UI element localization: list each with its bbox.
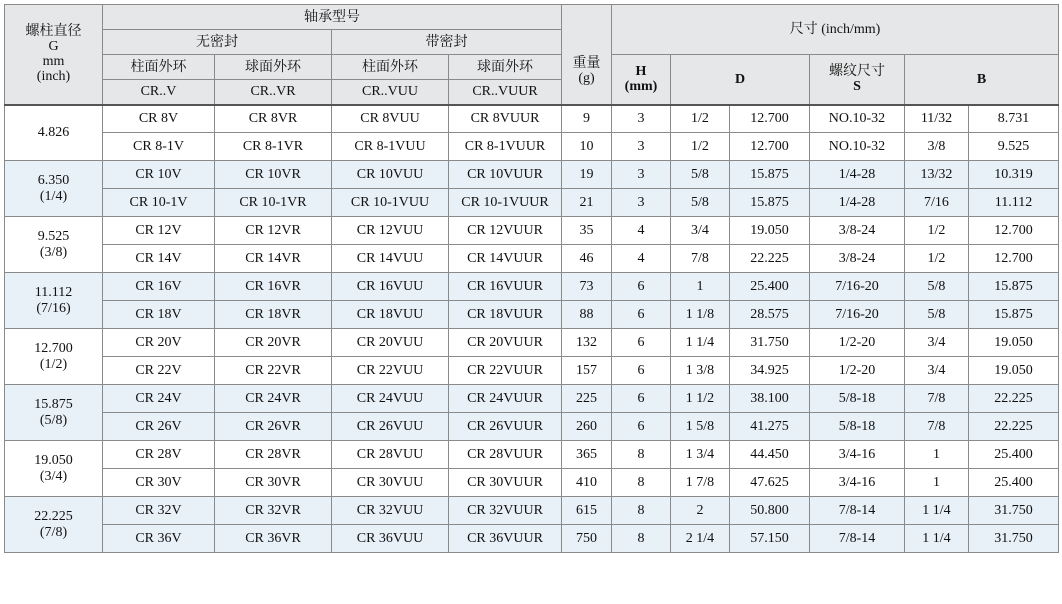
diameter-cell xyxy=(5,105,103,161)
diameter-mm: 12.700 xyxy=(34,340,73,356)
d-inch-cell: 5/8 xyxy=(671,189,730,217)
diameter-cell xyxy=(5,497,103,553)
model-sph-sealed: CR 12VUUR xyxy=(449,217,562,245)
d-inch-cell: 2 xyxy=(671,497,730,525)
thread-cell: 3/8-24 xyxy=(810,245,905,273)
diameter-cell xyxy=(5,217,103,273)
b-mm-cell: 31.750 xyxy=(969,525,1059,553)
thread-cell: NO.10-32 xyxy=(810,133,905,161)
table-row xyxy=(5,301,1059,329)
diameter-inch: (3/8) xyxy=(39,244,68,260)
table-row xyxy=(5,329,1059,357)
thread-cell: 1/2-20 xyxy=(810,329,905,357)
model-sph-unsealed: CR 32VR xyxy=(215,497,332,525)
weight-cell: 225 xyxy=(562,385,612,413)
h-cell: 8 xyxy=(612,497,671,525)
model-sph-sealed: CR 36VUUR xyxy=(449,525,562,553)
model-cyl-unsealed: CR 20V xyxy=(103,329,215,357)
header-code-vuu: CR..VUU xyxy=(332,80,449,105)
diameter-inch: (7/16) xyxy=(36,300,71,316)
weight-cell: 9 xyxy=(562,105,612,133)
b-mm-cell: 15.875 xyxy=(969,301,1059,329)
diameter-mm: 15.875 xyxy=(34,396,73,412)
model-cyl-sealed: CR 14VUU xyxy=(332,245,449,273)
header-diameter-unit-inch: (inch) xyxy=(36,69,71,85)
d-mm-cell: 47.625 xyxy=(730,469,810,497)
b-inch-cell: 5/8 xyxy=(905,273,969,301)
b-mm-cell: 19.050 xyxy=(969,329,1059,357)
model-sph-sealed: CR 16VUUR xyxy=(449,273,562,301)
d-mm-cell: 12.700 xyxy=(730,105,810,133)
model-sph-sealed: CR 8VUUR xyxy=(449,105,562,133)
h-cell: 6 xyxy=(612,329,671,357)
header-d: D xyxy=(671,55,810,105)
header-diameter xyxy=(5,5,103,105)
model-sph-sealed: CR 30VUUR xyxy=(449,469,562,497)
header-code-vr: CR..VR xyxy=(215,80,332,105)
header-diameter-symbol: G xyxy=(48,39,59,55)
diameter-cell xyxy=(5,161,103,217)
model-cyl-sealed: CR 30VUU xyxy=(332,469,449,497)
model-sph-sealed: CR 20VUUR xyxy=(449,329,562,357)
d-inch-cell: 1 1/2 xyxy=(671,385,730,413)
model-sph-sealed: CR 14VUUR xyxy=(449,245,562,273)
b-mm-cell: 9.525 xyxy=(969,133,1059,161)
model-sph-unsealed: CR 8-1VR xyxy=(215,133,332,161)
thread-cell: 7/16-20 xyxy=(810,273,905,301)
model-sph-unsealed: CR 22VR xyxy=(215,357,332,385)
weight-cell: 157 xyxy=(562,357,612,385)
table-row xyxy=(5,217,1059,245)
model-sph-unsealed: CR 28VR xyxy=(215,441,332,469)
d-inch-cell: 1/2 xyxy=(671,105,730,133)
model-sph-sealed: CR 8-1VUUR xyxy=(449,133,562,161)
header-h xyxy=(612,55,671,105)
header-sealed: 带密封 xyxy=(332,30,562,55)
model-sph-unsealed: CR 12VR xyxy=(215,217,332,245)
h-cell: 3 xyxy=(612,161,671,189)
model-sph-unsealed: CR 24VR xyxy=(215,385,332,413)
header-code-v: CR..V xyxy=(103,80,215,105)
diameter-inch: (3/4) xyxy=(39,468,68,484)
model-sph-unsealed: CR 36VR xyxy=(215,525,332,553)
b-mm-cell: 12.700 xyxy=(969,245,1059,273)
model-cyl-sealed: CR 16VUU xyxy=(332,273,449,301)
table-header xyxy=(5,5,1059,105)
weight-cell: 19 xyxy=(562,161,612,189)
header-unsealed: 无密封 xyxy=(103,30,332,55)
h-cell: 3 xyxy=(612,133,671,161)
model-sph-unsealed: CR 14VR xyxy=(215,245,332,273)
d-mm-cell: 28.575 xyxy=(730,301,810,329)
header-cyl-outer-sealed: 柱面外环 xyxy=(332,55,449,80)
b-inch-cell: 1 1/4 xyxy=(905,525,969,553)
model-cyl-sealed: CR 20VUU xyxy=(332,329,449,357)
b-mm-cell: 8.731 xyxy=(969,105,1059,133)
d-inch-cell: 5/8 xyxy=(671,161,730,189)
b-mm-cell: 19.050 xyxy=(969,357,1059,385)
diameter-cell xyxy=(5,385,103,441)
d-inch-cell: 1 3/4 xyxy=(671,441,730,469)
thread-cell: 1/2-20 xyxy=(810,357,905,385)
model-cyl-sealed: CR 8VUU xyxy=(332,105,449,133)
model-sph-sealed: CR 22VUUR xyxy=(449,357,562,385)
b-mm-cell: 25.400 xyxy=(969,469,1059,497)
d-mm-cell: 38.100 xyxy=(730,385,810,413)
model-cyl-unsealed: CR 22V xyxy=(103,357,215,385)
model-cyl-unsealed: CR 16V xyxy=(103,273,215,301)
model-sph-unsealed: CR 10VR xyxy=(215,161,332,189)
model-cyl-sealed: CR 8-1VUU xyxy=(332,133,449,161)
model-sph-unsealed: CR 20VR xyxy=(215,329,332,357)
diameter-inch: (7/8) xyxy=(39,524,68,540)
diameter-mm: 4.826 xyxy=(37,124,70,140)
header-bearing-model: 轴承型号 xyxy=(103,5,562,30)
diameter-inch: (1/2) xyxy=(39,356,68,372)
h-cell: 6 xyxy=(612,301,671,329)
model-cyl-sealed: CR 36VUU xyxy=(332,525,449,553)
model-cyl-sealed: CR 32VUU xyxy=(332,497,449,525)
d-inch-cell: 7/8 xyxy=(671,245,730,273)
model-sph-unsealed: CR 18VR xyxy=(215,301,332,329)
table-row xyxy=(5,245,1059,273)
d-mm-cell: 31.750 xyxy=(730,329,810,357)
b-mm-cell: 31.750 xyxy=(969,497,1059,525)
d-mm-cell: 25.400 xyxy=(730,273,810,301)
weight-cell: 88 xyxy=(562,301,612,329)
table-row xyxy=(5,469,1059,497)
h-cell: 6 xyxy=(612,413,671,441)
model-cyl-sealed: CR 12VUU xyxy=(332,217,449,245)
d-mm-cell: 15.875 xyxy=(730,189,810,217)
header-dimensions: 尺寸 (inch/mm) xyxy=(612,5,1059,55)
d-mm-cell: 44.450 xyxy=(730,441,810,469)
header-weight-label: 重量 xyxy=(572,55,601,71)
model-sph-sealed: CR 24VUUR xyxy=(449,385,562,413)
weight-cell: 73 xyxy=(562,273,612,301)
h-cell: 4 xyxy=(612,245,671,273)
d-inch-cell: 3/4 xyxy=(671,217,730,245)
weight-cell: 750 xyxy=(562,525,612,553)
b-mm-cell: 10.319 xyxy=(969,161,1059,189)
model-cyl-sealed: CR 18VUU xyxy=(332,301,449,329)
header-diameter-label: 螺柱直径 xyxy=(25,24,82,40)
thread-cell: 5/8-18 xyxy=(810,413,905,441)
diameter-inch: (5/8) xyxy=(39,412,68,428)
model-sph-sealed: CR 26VUUR xyxy=(449,413,562,441)
diameter-cell xyxy=(5,441,103,497)
d-inch-cell: 1 1/4 xyxy=(671,329,730,357)
d-mm-cell: 34.925 xyxy=(730,357,810,385)
model-cyl-unsealed: CR 10-1V xyxy=(103,189,215,217)
b-inch-cell: 3/4 xyxy=(905,357,969,385)
table-row xyxy=(5,133,1059,161)
header-weight xyxy=(562,5,612,105)
model-cyl-sealed: CR 28VUU xyxy=(332,441,449,469)
b-inch-cell: 1/2 xyxy=(905,245,969,273)
d-inch-cell: 1 5/8 xyxy=(671,413,730,441)
thread-cell: 7/8-14 xyxy=(810,525,905,553)
model-sph-unsealed: CR 26VR xyxy=(215,413,332,441)
h-cell: 6 xyxy=(612,273,671,301)
model-sph-sealed: CR 10VUUR xyxy=(449,161,562,189)
table-row xyxy=(5,385,1059,413)
model-sph-unsealed: CR 10-1VR xyxy=(215,189,332,217)
thread-cell: 1/4-28 xyxy=(810,189,905,217)
b-inch-cell: 3/8 xyxy=(905,133,969,161)
d-inch-cell: 2 1/4 xyxy=(671,525,730,553)
header-thread-symbol: S xyxy=(853,79,861,95)
model-cyl-unsealed: CR 8V xyxy=(103,105,215,133)
model-sph-unsealed: CR 16VR xyxy=(215,273,332,301)
model-cyl-unsealed: CR 24V xyxy=(103,385,215,413)
thread-cell: NO.10-32 xyxy=(810,105,905,133)
header-diameter-unit-mm: mm xyxy=(42,54,65,70)
model-cyl-unsealed: CR 26V xyxy=(103,413,215,441)
model-cyl-sealed: CR 10-1VUU xyxy=(332,189,449,217)
model-cyl-unsealed: CR 28V xyxy=(103,441,215,469)
b-inch-cell: 1 1/4 xyxy=(905,497,969,525)
d-mm-cell: 22.225 xyxy=(730,245,810,273)
b-inch-cell: 5/8 xyxy=(905,301,969,329)
header-b: B xyxy=(905,55,1059,105)
thread-cell: 3/8-24 xyxy=(810,217,905,245)
diameter-mm: 19.050 xyxy=(34,452,73,468)
header-h-unit: (mm) xyxy=(624,79,658,95)
h-cell: 8 xyxy=(612,525,671,553)
table-row xyxy=(5,273,1059,301)
d-mm-cell: 41.275 xyxy=(730,413,810,441)
weight-cell: 35 xyxy=(562,217,612,245)
thread-cell: 1/4-28 xyxy=(810,161,905,189)
h-cell: 6 xyxy=(612,385,671,413)
model-cyl-sealed: CR 26VUU xyxy=(332,413,449,441)
b-inch-cell: 7/16 xyxy=(905,189,969,217)
header-sph-outer-unsealed: 球面外环 xyxy=(215,55,332,80)
table-row xyxy=(5,441,1059,469)
table-row xyxy=(5,525,1059,553)
header-h-symbol: H xyxy=(635,64,647,80)
weight-cell: 260 xyxy=(562,413,612,441)
h-cell: 4 xyxy=(612,217,671,245)
d-inch-cell: 1 xyxy=(671,273,730,301)
h-cell: 3 xyxy=(612,105,671,133)
weight-cell: 132 xyxy=(562,329,612,357)
b-mm-cell: 12.700 xyxy=(969,217,1059,245)
weight-cell: 10 xyxy=(562,133,612,161)
h-cell: 8 xyxy=(612,441,671,469)
b-mm-cell: 15.875 xyxy=(969,273,1059,301)
model-sph-sealed: CR 28VUUR xyxy=(449,441,562,469)
model-sph-unsealed: CR 30VR xyxy=(215,469,332,497)
diameter-mm: 9.525 xyxy=(37,228,70,244)
model-sph-unsealed: CR 8VR xyxy=(215,105,332,133)
thread-cell: 3/4-16 xyxy=(810,469,905,497)
d-mm-cell: 15.875 xyxy=(730,161,810,189)
weight-cell: 615 xyxy=(562,497,612,525)
b-mm-cell: 22.225 xyxy=(969,413,1059,441)
d-mm-cell: 57.150 xyxy=(730,525,810,553)
model-cyl-unsealed: CR 18V xyxy=(103,301,215,329)
header-code-vuur: CR..VUUR xyxy=(449,80,562,105)
thread-cell: 5/8-18 xyxy=(810,385,905,413)
h-cell: 3 xyxy=(612,189,671,217)
model-cyl-sealed: CR 10VUU xyxy=(332,161,449,189)
header-weight-unit: (g) xyxy=(578,70,595,86)
diameter-cell xyxy=(5,329,103,385)
d-inch-cell: 1 3/8 xyxy=(671,357,730,385)
model-cyl-sealed: CR 24VUU xyxy=(332,385,449,413)
model-cyl-unsealed: CR 36V xyxy=(103,525,215,553)
b-mm-cell: 11.112 xyxy=(969,189,1059,217)
thread-cell: 7/16-20 xyxy=(810,301,905,329)
table-row xyxy=(5,413,1059,441)
b-inch-cell: 11/32 xyxy=(905,105,969,133)
diameter-mm: 11.112 xyxy=(34,284,73,300)
header-thread xyxy=(810,55,905,105)
b-inch-cell: 3/4 xyxy=(905,329,969,357)
thread-cell: 7/8-14 xyxy=(810,497,905,525)
diameter-mm: 6.350 xyxy=(37,172,70,188)
h-cell: 6 xyxy=(612,357,671,385)
b-mm-cell: 22.225 xyxy=(969,385,1059,413)
table-row xyxy=(5,161,1059,189)
d-mm-cell: 19.050 xyxy=(730,217,810,245)
header-cyl-outer-unsealed: 柱面外环 xyxy=(103,55,215,80)
b-inch-cell: 7/8 xyxy=(905,413,969,441)
d-mm-cell: 50.800 xyxy=(730,497,810,525)
weight-cell: 410 xyxy=(562,469,612,497)
bearing-spec-table xyxy=(4,4,1059,553)
model-cyl-unsealed: CR 12V xyxy=(103,217,215,245)
diameter-inch: (1/4) xyxy=(39,188,68,204)
thread-cell: 3/4-16 xyxy=(810,441,905,469)
header-sph-outer-sealed: 球面外环 xyxy=(449,55,562,80)
b-mm-cell: 25.400 xyxy=(969,441,1059,469)
table-row xyxy=(5,105,1059,133)
d-inch-cell: 1 1/8 xyxy=(671,301,730,329)
b-inch-cell: 1 xyxy=(905,469,969,497)
d-inch-cell: 1/2 xyxy=(671,133,730,161)
model-cyl-unsealed: CR 10V xyxy=(103,161,215,189)
b-inch-cell: 13/32 xyxy=(905,161,969,189)
model-cyl-unsealed: CR 30V xyxy=(103,469,215,497)
table-row xyxy=(5,497,1059,525)
b-inch-cell: 7/8 xyxy=(905,385,969,413)
table-body xyxy=(5,105,1059,553)
table-row xyxy=(5,357,1059,385)
d-mm-cell: 12.700 xyxy=(730,133,810,161)
model-cyl-unsealed: CR 14V xyxy=(103,245,215,273)
model-sph-sealed: CR 32VUUR xyxy=(449,497,562,525)
model-cyl-unsealed: CR 32V xyxy=(103,497,215,525)
model-cyl-unsealed: CR 8-1V xyxy=(103,133,215,161)
weight-cell: 21 xyxy=(562,189,612,217)
model-cyl-sealed: CR 22VUU xyxy=(332,357,449,385)
b-inch-cell: 1/2 xyxy=(905,217,969,245)
table-row xyxy=(5,189,1059,217)
h-cell: 8 xyxy=(612,469,671,497)
diameter-cell xyxy=(5,273,103,329)
weight-cell: 365 xyxy=(562,441,612,469)
model-sph-sealed: CR 18VUUR xyxy=(449,301,562,329)
model-sph-sealed: CR 10-1VUUR xyxy=(449,189,562,217)
header-thread-label: 螺纹尺寸 xyxy=(829,64,885,80)
b-inch-cell: 1 xyxy=(905,441,969,469)
d-inch-cell: 1 7/8 xyxy=(671,469,730,497)
diameter-mm: 22.225 xyxy=(34,508,73,524)
weight-cell: 46 xyxy=(562,245,612,273)
